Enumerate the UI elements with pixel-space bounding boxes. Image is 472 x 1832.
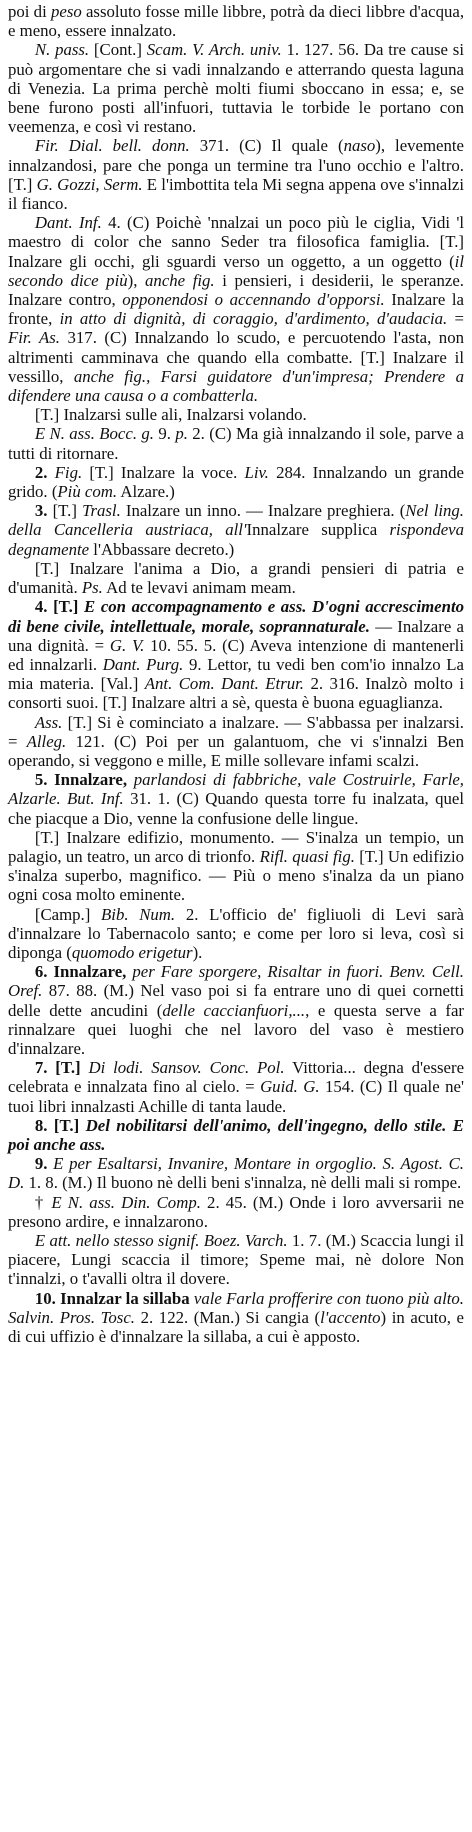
text-run: Più com.	[57, 482, 118, 502]
text-run: Fig.	[54, 462, 83, 482]
text-run: Innalzare supplica	[246, 520, 390, 540]
text-run: l'accento	[320, 1307, 381, 1327]
text-run: l'Abbassare decreto.)	[89, 539, 235, 559]
text-run: Liv.	[244, 462, 269, 482]
text-run: Alzare.)	[117, 482, 175, 502]
text-run: [T.] Inalzare la voce.	[82, 462, 245, 482]
text-run: Fir. Dial. bell. donn.	[34, 136, 190, 156]
text-run: Dant. Purg.	[102, 654, 184, 674]
text-run: , e questa serve a far rinnalzare quei luoghi che nel lavoro del vaso è mestiero d'innalzare.	[8, 1000, 464, 1058]
text-run: Del nobilitarsi dell'animo, dell'ingegno, dello stile. E poi anche ass.	[8, 1115, 464, 1154]
text-run: il secondo dice più	[8, 251, 464, 290]
text-run: 9. Lettor, tu vedi ben com'io innalzo La mia materia. [Val.]	[8, 654, 464, 694]
entry-paragraph	[8, 501, 464, 559]
text-run: 4. [T.]	[34, 597, 85, 617]
entry-paragraph	[8, 1231, 464, 1289]
text-run: 1. 8. (M.) Il buono nè delli beni s'innalza, nè delli mali si rompe.	[24, 1173, 462, 1193]
text-run: opponendosi o accennando d'opporsi.	[122, 290, 385, 310]
text-run: 317. (C) Innalzando lo scudo, e percuotendo l'asta, non altrimenti camminava che quando ella combatte. [T.] Inalzare il vessillo,	[8, 328, 464, 386]
text-run: Ant. Com. Dant. Etrur.	[144, 674, 305, 694]
entry-paragraph	[8, 1154, 464, 1192]
entry-paragraph	[8, 962, 464, 1058]
text-run: i pensieri, i desiderii, le speranze. Inalzare contro,	[8, 270, 464, 310]
text-run: Ass.	[34, 712, 63, 732]
text-run: parlandosi di fabbriche, vale Costruirle, Farle, Alzarle. But. Inf.	[8, 770, 464, 809]
text-run: 1. 127. 56. Da tre cause si può argomentare che si vadi innalzando e atterrando questa laguna di Venezia. La prima perchè molti fiumi sboccano in essa; e, se bene furono posti all'infuori, tuttavia le torbide le portano con veemenza, e così vi restano.	[8, 40, 464, 137]
text-run: 9.	[34, 1154, 54, 1174]
entry-paragraph	[8, 713, 464, 771]
text-run: ) in acuto, e di cui uffizio è d'innalzare la sillaba, a cui è apposto.	[8, 1307, 464, 1347]
text-run: 2. (C) Ma già innalzando il sole, parve a tutti di ritornare.	[8, 424, 464, 463]
text-run: Vittoria... degna d'essere celebrata e innalzata fino al cielo. =	[8, 1058, 465, 1097]
text-run: Guid. G.	[260, 1077, 320, 1097]
text-run: 10. Innalzar la sillaba	[34, 1288, 194, 1308]
text-run: G. Gozzi, Serm.	[36, 174, 143, 194]
text-run: [T.] Si è cominciato a inalzare. — S'abbassa per inalzarsi. =	[8, 712, 464, 751]
text-run: anche fig., Farsi guidatore d'un'impresa; Prendere a difendere una causa o a combatterla.	[8, 366, 464, 406]
entry-paragraph	[8, 1289, 464, 1347]
text-run: E N. ass. Bocc. g.	[34, 424, 154, 444]
text-run: [T.] Inalzare l'anima a Dio, a grandi pensieri di patria e d'umanità.	[8, 558, 464, 598]
text-run: N. pass.	[34, 40, 90, 60]
text-run: 1. 7. (M.) Scaccia lungi il piacere, Lungi scaccia il timore; Speme mai, nè dolore Non t'innalzi, o t'avalli oltra il dovere.	[8, 1231, 464, 1289]
text-run: Trasl.	[82, 501, 121, 521]
text-run: [T.] Inalzarsi sulle ali, Inalzarsi volando.	[34, 405, 307, 425]
entry-paragraph	[8, 136, 464, 213]
text-run: G. V.	[109, 635, 145, 655]
entry-paragraph	[8, 2, 464, 40]
text-run: Dant. Inf.	[34, 213, 102, 233]
text-run: [T.] Un edifizio s'inalza superbo, magnifico. — Più o meno s'inalza da un piano ogni cosa molto eminente.	[8, 846, 464, 905]
text-run: [T.] Inalzare edifizio, monumento. — S'inalza un tempio, un palagio, un teatro, un arco di trionfo.	[8, 827, 464, 866]
text-run: 10. 55. 5. (C) Aveva intenzione di mantenerli ed innalzarli.	[8, 635, 464, 674]
text-run: per Fare sporgere, Risaltar in fuori. Benv. Cell. Oref.	[8, 962, 464, 1001]
text-run: poi di	[8, 2, 51, 21]
text-run: Di lodi.	[88, 1058, 144, 1078]
text-run: Ad te levavi animam meam.	[102, 578, 296, 598]
entry-paragraph	[8, 1058, 464, 1116]
text-run: Nel ling. della Cancelleria austriaca, all'	[8, 501, 464, 540]
text-run: rispondeva degnamente	[8, 520, 465, 559]
text-run: naso	[343, 136, 376, 156]
entry-paragraph	[8, 597, 464, 712]
text-run: 2. L'officio de' figliuoli di Levi sarà d'innalzare lo Tabernacolo santo; e come per loro si leva, così si diponga (	[8, 904, 464, 962]
entry-paragraph	[8, 424, 464, 462]
text-run: 284. Innalzando un grande grido. (	[8, 462, 464, 502]
text-run: 31. 1. (C) Quando questa torre fu inalzata, quel che piacque a Dio, venne la confusione delle lingue.	[8, 789, 464, 828]
entry-paragraph	[8, 1116, 464, 1154]
text-run: E con accompagnamento e ass. D'ogni accrescimento di bene civile, intellettuale, morale, soprannaturale.	[8, 597, 465, 636]
entry-paragraph	[8, 559, 464, 597]
text-run: Inalzare un inno. — Inalzare preghiera. (	[120, 501, 406, 521]
entry-paragraph	[8, 405, 464, 424]
text-run: delle caccianfuori,...	[162, 1000, 306, 1020]
text-run: 154. (C) Il quale ne' tuoi libri innalzasti Achille di tanta laude.	[8, 1077, 464, 1116]
text-run: [Camp.]	[34, 904, 102, 924]
text-run: E per Esaltarsi, Invanire, Montare in orgoglio. S. Agost. C. D.	[8, 1154, 464, 1193]
text-run: vale Farla profferire con tuono più alto. Salvin. Pros. Tosc.	[8, 1288, 464, 1327]
text-run: †	[34, 1192, 52, 1212]
text-run: Fir. As.	[8, 328, 60, 348]
text-run: Scam. V. Arch. univ.	[146, 40, 282, 60]
text-run: 121. (C) Poi per un galantuom, che vi s'innalzi Ben operando, si veggono e mille, E mille sollevare infami scalzi.	[8, 731, 464, 770]
text-run: ),	[127, 270, 146, 290]
text-run: in atto di dignità, di coraggio, d'ardimento, d'audacia.	[59, 309, 448, 329]
text-run: [T.]	[52, 501, 83, 521]
text-run: 7. [T.]	[34, 1058, 89, 1078]
text-run: 87. 88. (M.) Nel vaso poi si fa entrare uno di quei cornetti delle dette ancudini (	[8, 981, 464, 1020]
text-run: [Cont.]	[89, 40, 147, 60]
text-run: Sansov. Conc. Pol.	[151, 1058, 285, 1078]
text-run: 2. 316. Inalzò molto i consorti suoi. [T.] Inalzare altri a sè, questa è buona eguaglianza.	[8, 674, 464, 713]
entry-paragraph	[8, 905, 464, 963]
text-run: Inalzare la fronte,	[8, 290, 464, 329]
text-run: ), levemente innalzandosi, pare che ponga un termine tra l'uno occhio e l'altro. [T.]	[8, 136, 464, 194]
text-run: quomodo erigetur	[71, 942, 193, 962]
text-run: 371. (C) Il quale (	[189, 136, 344, 156]
text-run: — Inalzare a una dignità. =	[8, 616, 465, 655]
entry-paragraph	[8, 828, 464, 905]
text-run: Alleg.	[26, 731, 67, 751]
text-run: 8. [T.]	[34, 1115, 86, 1135]
text-run: E l'imbottita tela Mi segna appena ove s'innalzi il fianco.	[8, 174, 464, 214]
text-run: 3.	[34, 501, 53, 521]
text-run: 4. (C) Poichè 'nnalzai un poco più le ciglia, Vidi 'l maestro di color che sanno Seder tra filosofica famiglia. [T.] Inalzare gli occhi, gli sguardi verso un oggetto, a un oggetto (	[8, 213, 465, 271]
text-run: anche fig.	[145, 270, 215, 290]
entry-paragraph	[8, 770, 464, 828]
text-run: Bib. Num.	[101, 904, 176, 924]
entry-paragraph	[8, 1193, 464, 1231]
text-run: Ps.	[81, 578, 103, 598]
text-run: E N. ass. Din. Comp.	[51, 1192, 201, 1212]
text-run: 9.	[153, 424, 176, 444]
text-run: assoluto fosse mille libbre, potrà da dieci libbre d'acqua, e meno, essere innalzato.	[8, 2, 465, 41]
entry-paragraph	[8, 40, 464, 136]
entry-paragraph	[8, 463, 464, 501]
text-run: Rifl. quasi fig.	[259, 846, 355, 866]
text-run: 2. 122. (Man.) Si cangia (	[135, 1307, 321, 1327]
entry-paragraph	[8, 213, 464, 405]
text-run: E att. nello stesso signif. Boez. Varch.	[34, 1231, 288, 1250]
text-run: =	[447, 309, 464, 329]
text-run: ).	[192, 942, 203, 962]
text-run: 5. Innalzare,	[34, 770, 134, 790]
text-run: peso	[50, 2, 82, 21]
text-run: p.	[175, 424, 188, 444]
text-run: 2. 45. (M.) Onde i loro avversarii ne presono ardire, e innalzarono.	[8, 1192, 464, 1231]
text-run: 6. Innalzare,	[34, 962, 133, 982]
text-run: 2.	[34, 462, 55, 482]
